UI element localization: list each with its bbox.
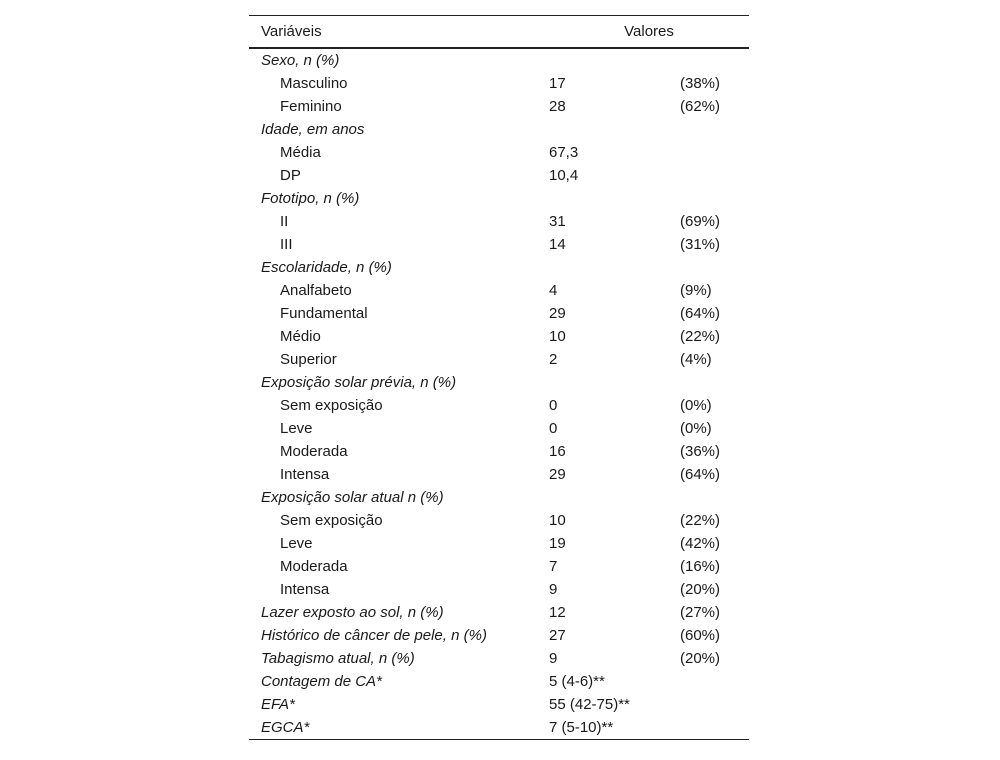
table-row <box>249 417 749 440</box>
percent-cell <box>680 716 749 740</box>
value-cell: 2 <box>549 351 558 368</box>
category-label: Sem exposição <box>280 512 383 529</box>
table-row <box>249 670 749 693</box>
percent-cell: (0%) <box>680 420 712 437</box>
percent-cell: (62%) <box>680 98 721 115</box>
percent-cell: (64%) <box>680 466 721 483</box>
group-label: EGCA* <box>249 716 549 740</box>
group-label: Histórico de câncer de pele, n (%) <box>261 627 487 644</box>
percent-cell: (22%) <box>680 512 721 529</box>
category-label: Leve <box>280 535 313 552</box>
table-row <box>249 118 749 141</box>
table-row <box>249 95 749 118</box>
table-row <box>249 141 749 164</box>
table-row <box>249 693 749 716</box>
table-row <box>249 164 749 187</box>
percent-cell <box>680 486 749 509</box>
percent-cell: (4%) <box>680 351 712 368</box>
table-row <box>249 509 749 532</box>
value-cell: 9 <box>549 650 558 667</box>
percent-cell: (64%) <box>680 305 721 322</box>
percent-cell: (20%) <box>680 581 721 598</box>
table-row <box>249 394 749 417</box>
value-cell: 27 <box>549 627 566 644</box>
table-row <box>249 48 749 72</box>
category-label: III <box>280 236 293 253</box>
category-label: II <box>280 213 289 230</box>
table-row <box>249 463 749 486</box>
percent-cell <box>680 371 749 394</box>
value-cell <box>549 187 680 210</box>
category-label: Leve <box>280 420 313 437</box>
percent-cell: (27%) <box>680 604 721 621</box>
value-cell: 31 <box>549 213 566 230</box>
value-cell <box>549 486 680 509</box>
group-label: Exposição solar prévia, n (%) <box>261 374 457 391</box>
value-cell: 0 <box>549 397 558 414</box>
group-label: Escolaridade, n (%) <box>261 259 392 276</box>
percent-cell: (31%) <box>680 236 721 253</box>
variables-table <box>249 15 749 740</box>
percent-cell: (20%) <box>680 650 721 667</box>
value-cell: 10 <box>549 512 566 529</box>
table-row <box>249 624 749 647</box>
percent-cell <box>680 164 749 187</box>
percent-cell: (0%) <box>680 397 712 414</box>
category-label: Médio <box>280 328 321 345</box>
table-row <box>249 716 749 740</box>
percent-cell: (60%) <box>680 627 721 644</box>
value-cell: 5 (4-6)** <box>549 673 605 690</box>
category-label: Superior <box>280 351 337 368</box>
table-row <box>249 532 749 555</box>
category-label: Intensa <box>280 466 330 483</box>
value-cell: 4 <box>549 282 558 299</box>
table-body <box>249 48 749 740</box>
table-row <box>249 440 749 463</box>
value-cell: 0 <box>549 420 558 437</box>
percent-cell: (38%) <box>680 75 721 92</box>
category-label: Sem exposição <box>280 397 383 414</box>
value-cell <box>549 371 680 394</box>
category-label: Intensa <box>280 581 330 598</box>
group-label: Sexo, n (%) <box>261 52 340 69</box>
value-cell: 19 <box>549 535 566 552</box>
value-cell <box>549 48 680 72</box>
value-cell: 16 <box>549 443 566 460</box>
table-row <box>249 555 749 578</box>
table-row <box>249 279 749 302</box>
value-cell: 10,4 <box>549 167 579 184</box>
group-label: Tabagismo atual, n (%) <box>261 650 415 667</box>
table-row <box>249 256 749 279</box>
header-row <box>249 16 749 49</box>
percent-cell <box>680 256 749 279</box>
table-header <box>249 16 749 49</box>
value-cell: 28 <box>549 98 566 115</box>
percent-cell <box>680 693 749 716</box>
percent-cell: (16%) <box>680 558 721 575</box>
table-row <box>249 187 749 210</box>
table-row <box>249 348 749 371</box>
percent-cell <box>680 118 749 141</box>
table-row <box>249 578 749 601</box>
percent-cell: (69%) <box>680 213 721 230</box>
percent-cell: (36%) <box>680 443 721 460</box>
category-label: Analfabeto <box>280 282 352 299</box>
value-cell: 55 (42-75)** <box>549 696 630 713</box>
value-cell <box>549 118 680 141</box>
category-label: Feminino <box>280 98 342 115</box>
value-cell: 9 <box>549 581 558 598</box>
group-label: EFA* <box>261 696 295 713</box>
table-row <box>249 302 749 325</box>
group-label: Idade, em anos <box>261 121 365 138</box>
value-cell: 29 <box>549 305 566 322</box>
category-label: DP <box>280 167 301 184</box>
category-label: Fundamental <box>280 305 368 322</box>
category-label: Média <box>280 144 321 161</box>
value-cell: 14 <box>549 236 566 253</box>
category-label: Moderada <box>280 443 348 460</box>
category-label: Moderada <box>280 558 348 575</box>
value-cell: 7 <box>549 558 558 575</box>
data-table-container <box>249 15 749 740</box>
value-cell <box>549 256 680 279</box>
header-variables: Variáveis <box>249 16 549 49</box>
percent-cell <box>680 48 749 72</box>
value-cell: 17 <box>549 75 566 92</box>
value-cell: 10 <box>549 328 566 345</box>
group-label: Fototipo, n (%) <box>261 190 360 207</box>
group-label: Exposição solar atual n (%) <box>261 489 444 506</box>
group-label: Lazer exposto ao sol, n (%) <box>261 604 444 621</box>
table-row <box>249 371 749 394</box>
table-row <box>249 72 749 95</box>
category-label: Masculino <box>280 75 348 92</box>
percent-cell: (42%) <box>680 535 721 552</box>
value-cell: 29 <box>549 466 566 483</box>
table-row <box>249 601 749 624</box>
percent-cell: (22%) <box>680 328 721 345</box>
table-row <box>249 210 749 233</box>
percent-cell: (9%) <box>680 282 712 299</box>
value-cell: 12 <box>549 604 566 621</box>
table-row <box>249 233 749 256</box>
table-row <box>249 647 749 670</box>
header-values: Valores <box>549 16 749 49</box>
percent-cell <box>680 141 749 164</box>
value-cell: 67,3 <box>549 144 579 161</box>
percent-cell <box>680 187 749 210</box>
table-row <box>249 486 749 509</box>
percent-cell <box>680 670 749 693</box>
table-row <box>249 325 749 348</box>
group-label: Contagem de CA* <box>261 673 382 690</box>
value-cell: 7 (5-10)** <box>549 716 680 740</box>
